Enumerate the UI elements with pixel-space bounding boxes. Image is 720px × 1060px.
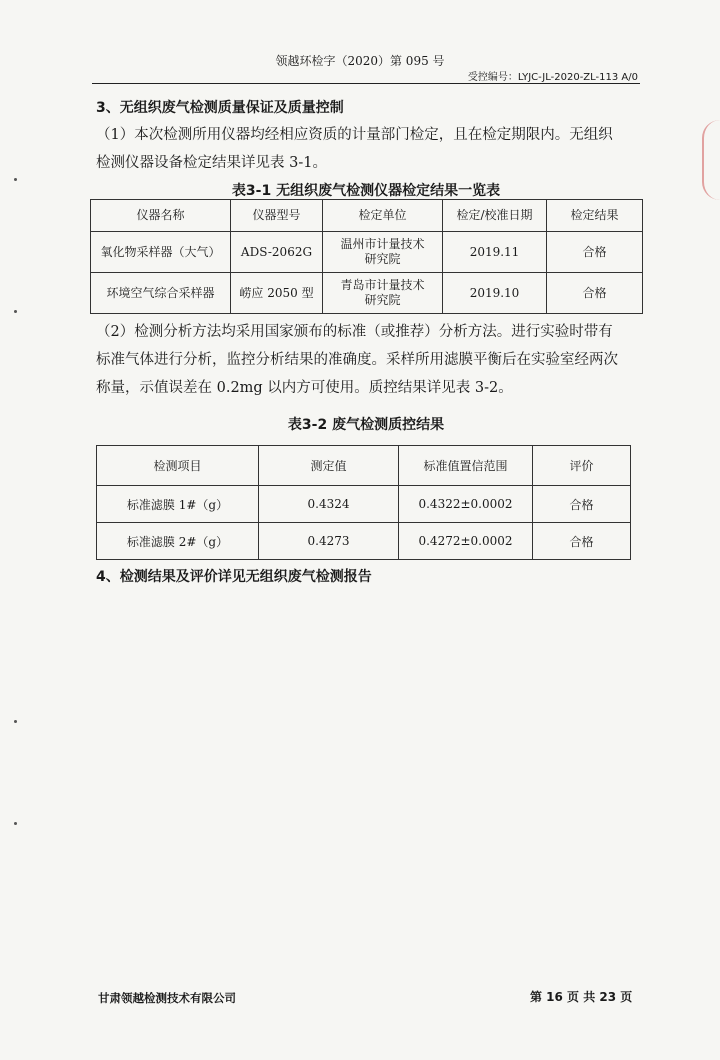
col-header: 仪器型号 bbox=[231, 200, 323, 232]
section-3-heading: 3、无组织废气检测质量保证及质量控制 bbox=[96, 100, 344, 116]
section-3-paragraph-1 bbox=[96, 121, 644, 177]
table-cell: 合格 bbox=[533, 523, 631, 560]
binding-hole bbox=[14, 310, 17, 313]
stamp-edge-mark bbox=[702, 120, 720, 200]
para2-line2: 标准气体进行分析，监控分析结果的准确度。采样所用滤膜平衡后在实验室经两次 bbox=[96, 352, 618, 368]
col-header: 检定/校准日期 bbox=[443, 200, 547, 232]
table-cell: 0.4273 bbox=[259, 523, 399, 560]
table-row bbox=[97, 486, 631, 523]
report-number: 领越环检字（2020）第 095 号 bbox=[275, 54, 445, 68]
table-row bbox=[97, 523, 631, 560]
col-header: 检测项目 bbox=[97, 446, 259, 486]
table-row bbox=[91, 273, 643, 314]
para2-line1: （2）检测分析方法均采用国家颁布的标准（或推荐）分析方法。进行实验时带有 bbox=[96, 324, 613, 340]
col-header: 仪器名称 bbox=[91, 200, 231, 232]
table-row bbox=[91, 232, 643, 273]
table-header-row bbox=[97, 446, 631, 486]
table-cell: 青岛市计量技术研究院 bbox=[323, 273, 443, 314]
table-cell: 环境空气综合采样器 bbox=[91, 273, 231, 314]
table-3-1 bbox=[90, 199, 643, 314]
table-3-1-caption: 表3-1 无组织废气检测仪器检定结果一览表 bbox=[231, 183, 501, 199]
binding-hole bbox=[14, 178, 17, 181]
binding-hole bbox=[14, 720, 17, 723]
table-cell: 合格 bbox=[547, 232, 643, 273]
section-4-heading: 4、检测结果及评价详见无组织废气检测报告 bbox=[96, 569, 372, 585]
table-cell: 氧化物采样器（大气） bbox=[91, 232, 231, 273]
table-header-row bbox=[91, 200, 643, 232]
header-rule bbox=[92, 83, 640, 84]
table-cell: 2019.11 bbox=[443, 232, 547, 273]
footer-company: 甘肃领越检测技术有限公司 bbox=[98, 991, 236, 1005]
table-cell: ADS-2062G bbox=[231, 232, 323, 273]
binding-hole bbox=[14, 822, 17, 825]
table-cell: 0.4272±0.0002 bbox=[399, 523, 533, 560]
col-header: 测定值 bbox=[259, 446, 399, 486]
table-cell: 标准滤膜 2#（g） bbox=[97, 523, 259, 560]
table-cell: 合格 bbox=[533, 486, 631, 523]
table-3-2-caption: 表3-2 废气检测质控结果 bbox=[287, 417, 445, 433]
table-cell: 崂应 2050 型 bbox=[231, 273, 323, 314]
col-header: 检定结果 bbox=[547, 200, 643, 232]
col-header: 标准值置信范围 bbox=[399, 446, 533, 486]
table-cell: 2019.10 bbox=[443, 273, 547, 314]
table-cell: 标准滤膜 1#（g） bbox=[97, 486, 259, 523]
table-cell: 合格 bbox=[547, 273, 643, 314]
col-header: 检定单位 bbox=[323, 200, 443, 232]
para1-line2: 检测仪器设备检定结果详见表 3-1。 bbox=[96, 155, 327, 171]
table-3-2 bbox=[96, 445, 631, 560]
table-cell: 0.4324 bbox=[259, 486, 399, 523]
para2-line3: 称量，示值误差在 0.2mg 以内方可使用。质控结果详见表 3-2。 bbox=[96, 380, 513, 396]
col-header: 评价 bbox=[533, 446, 631, 486]
table-cell: 0.4322±0.0002 bbox=[399, 486, 533, 523]
table-cell: 温州市计量技术研究院 bbox=[323, 232, 443, 273]
footer-page-number: 第 16 页 共 23 页 bbox=[530, 990, 633, 1004]
paragraph-2 bbox=[96, 318, 644, 402]
control-number: 受控编号：LYJC-JL-2020-ZL-113 A/0 bbox=[467, 72, 638, 83]
para1-line1: （1）本次检测所用仪器均经相应资质的计量部门检定，且在检定期限内。无组织 bbox=[96, 127, 613, 143]
